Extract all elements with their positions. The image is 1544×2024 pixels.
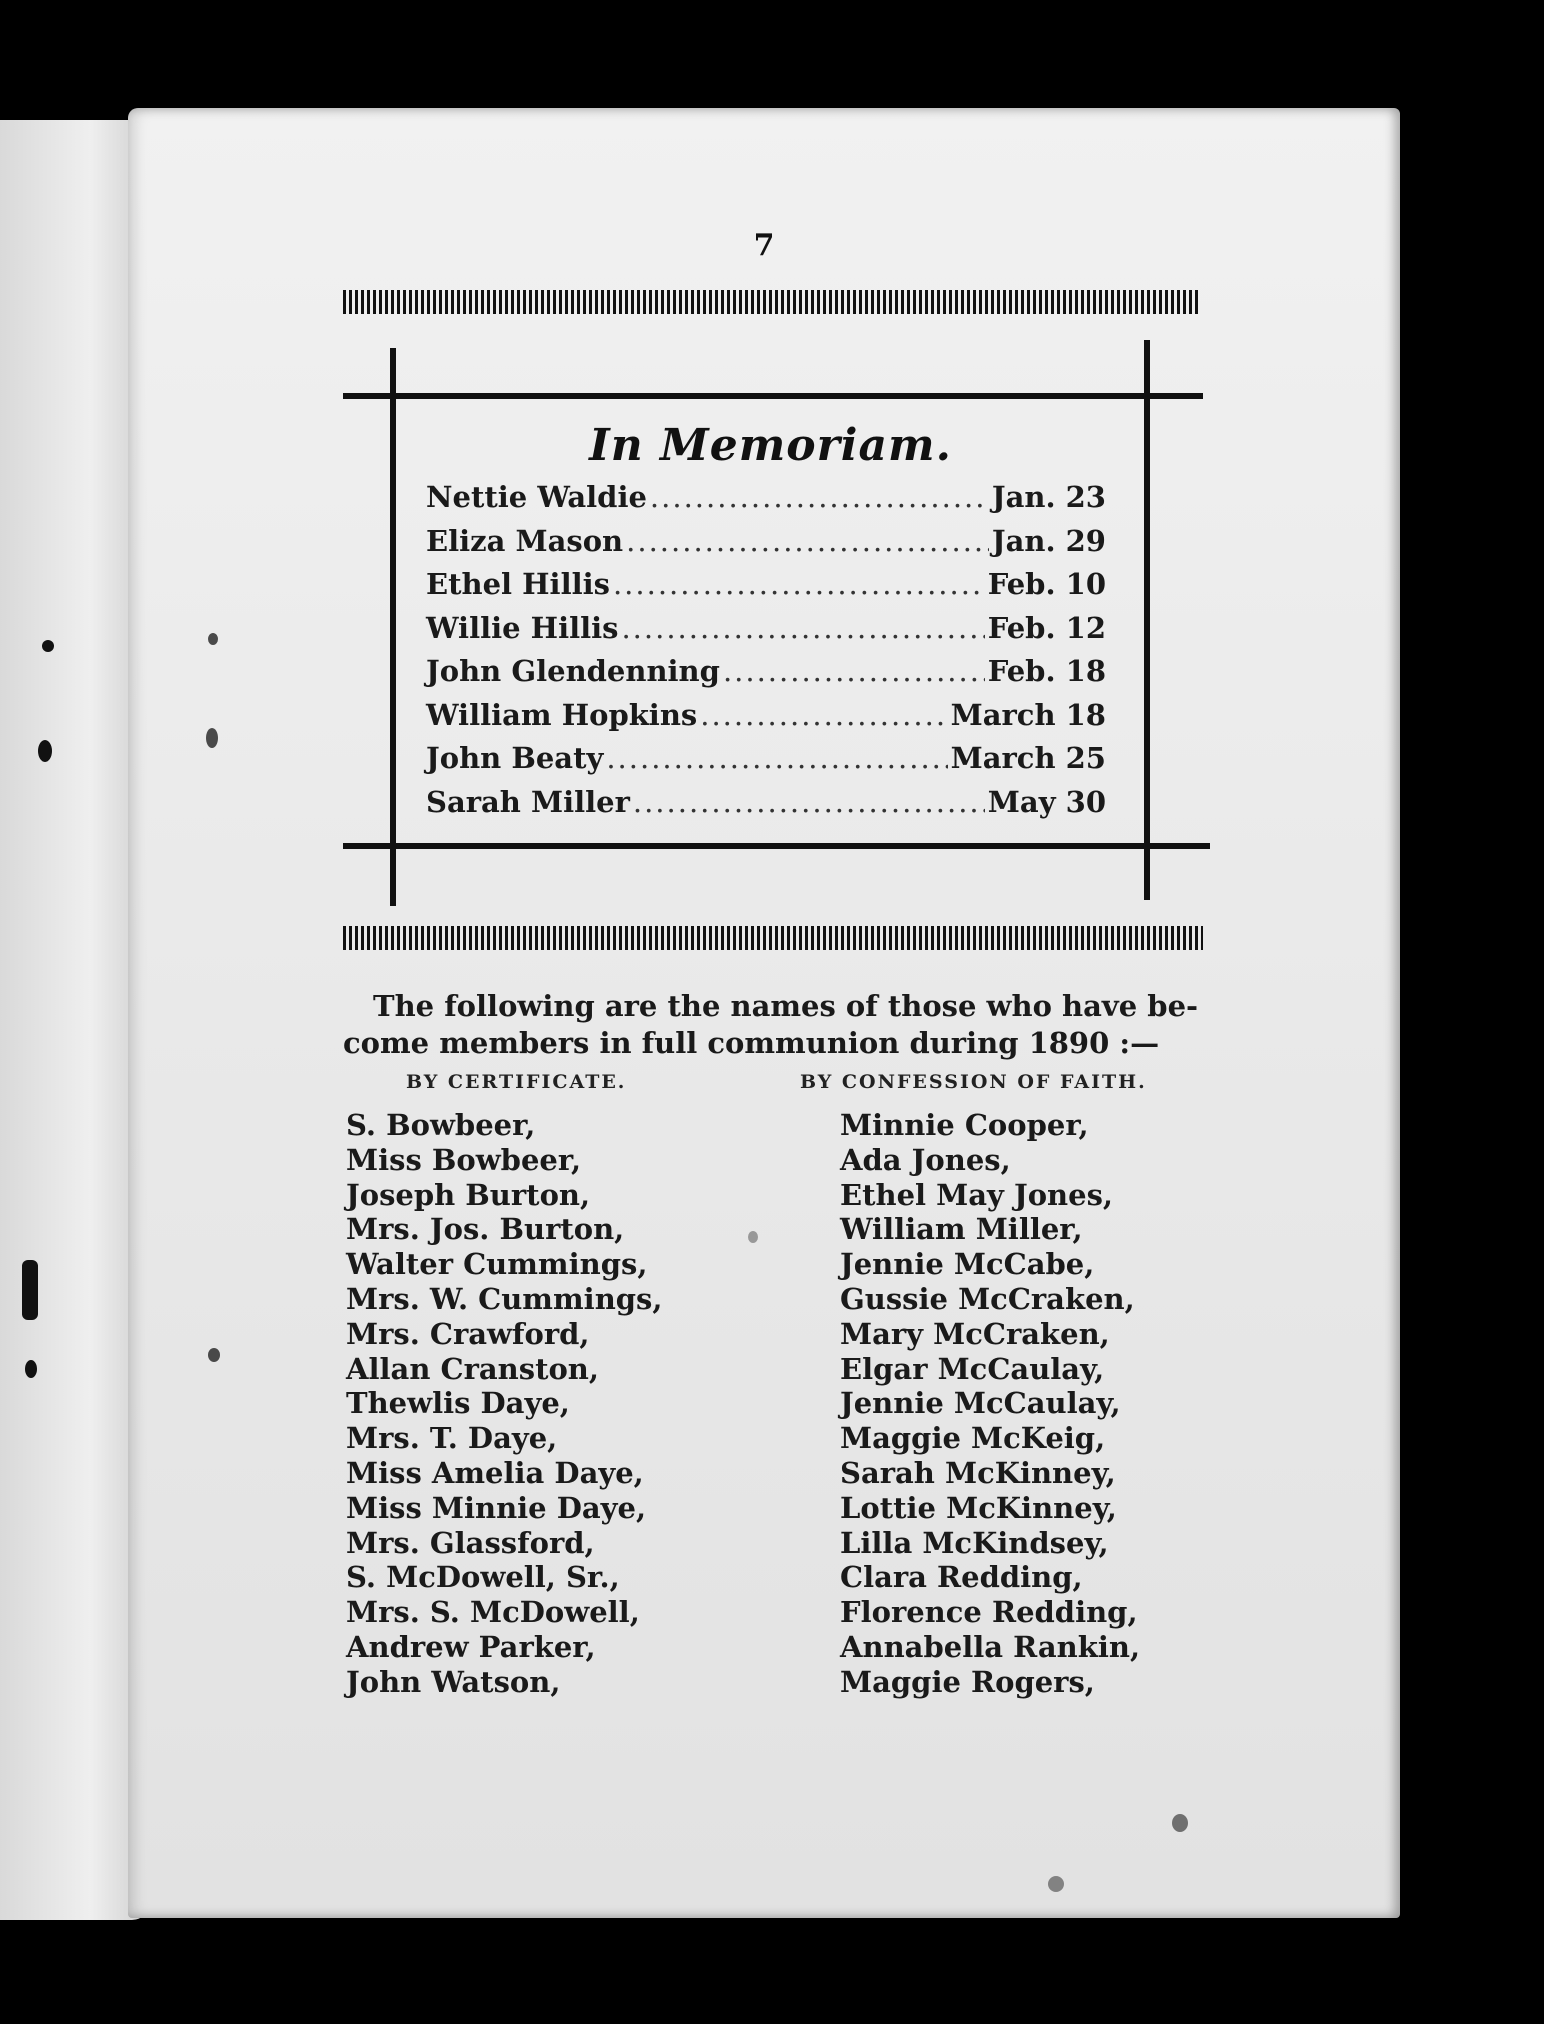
member-name: Andrew Parker, bbox=[346, 1629, 596, 1664]
memoriam-date: Feb. 18 bbox=[987, 654, 1106, 688]
memoriam-name: Sarah Miller bbox=[426, 784, 630, 819]
member-name: Maggie Rogers, bbox=[840, 1664, 1095, 1699]
memoriam-date: Feb. 10 bbox=[987, 567, 1106, 601]
member-name: Lottie McKinney, bbox=[840, 1490, 1117, 1525]
member-name: Minnie Cooper, bbox=[840, 1108, 1089, 1142]
confession-heading: BY CONFESSION OF FAITH. bbox=[800, 1071, 1147, 1093]
member-name: S. McDowell, Sr., bbox=[346, 1560, 620, 1595]
memoriam-frame-top bbox=[343, 393, 1203, 399]
memoriam-date: March 18 bbox=[950, 697, 1106, 732]
bottom-ornamental-rule bbox=[343, 926, 1203, 950]
memoriam-name: John Glendenning bbox=[426, 654, 720, 688]
member-name: Ethel May Jones, bbox=[840, 1177, 1114, 1212]
member-name: Sarah McKinney, bbox=[840, 1455, 1116, 1490]
intro-line-1: The following are the names of those who have be- bbox=[373, 989, 1199, 1023]
memoriam-entry bbox=[426, 524, 1106, 568]
member-name: Thewlis Daye, bbox=[346, 1386, 570, 1421]
member-name: William Miller, bbox=[840, 1212, 1083, 1247]
member-name: Mrs. Crawford, bbox=[346, 1316, 590, 1351]
memoriam-name: John Beaty bbox=[426, 741, 604, 775]
member-name: Elgar McCaulay, bbox=[840, 1351, 1105, 1386]
certificate-names bbox=[346, 1108, 662, 1700]
member-name: Annabella Rankin, bbox=[840, 1629, 1141, 1664]
member-name: S. Bowbeer, bbox=[346, 1108, 536, 1142]
memoriam-entry bbox=[426, 654, 1106, 698]
member-name: Walter Cummings, bbox=[346, 1247, 648, 1282]
intro-line-2: come members in full communion during 1890 :— bbox=[343, 1026, 1160, 1060]
memoriam-name: Nettie Waldie bbox=[426, 480, 647, 514]
book-page bbox=[128, 108, 1400, 1918]
member-name: Jennie McCaulay, bbox=[840, 1386, 1121, 1421]
member-name: Allan Cranston, bbox=[346, 1351, 599, 1386]
top-ornamental-rule bbox=[343, 290, 1198, 314]
member-name: Miss Bowbeer, bbox=[346, 1142, 582, 1177]
member-name: Clara Redding, bbox=[840, 1560, 1083, 1595]
member-name: Gussie McCraken, bbox=[840, 1281, 1135, 1316]
confession-names bbox=[840, 1108, 1140, 1700]
memoriam-entry bbox=[426, 741, 1106, 785]
memoriam-entry bbox=[426, 567, 1106, 611]
memoriam-name: William Hopkins bbox=[426, 697, 698, 732]
memoriam-entry bbox=[426, 785, 1106, 829]
memoriam-entry bbox=[426, 611, 1106, 655]
member-name: Jennie McCabe, bbox=[840, 1247, 1095, 1282]
member-name: Joseph Burton, bbox=[346, 1177, 591, 1212]
memoriam-date: Feb. 12 bbox=[987, 610, 1106, 645]
member-name: Mrs. W. Cummings, bbox=[346, 1281, 663, 1316]
memoriam-list bbox=[426, 480, 1106, 828]
member-name: Florence Redding, bbox=[840, 1595, 1138, 1630]
member-name: Miss Amelia Daye, bbox=[346, 1455, 644, 1490]
memoriam-frame-bottom bbox=[343, 843, 1210, 849]
member-name: Mary McCraken, bbox=[840, 1316, 1110, 1351]
member-name: Mrs. T. Daye, bbox=[346, 1421, 558, 1456]
memoriam-entry bbox=[426, 698, 1106, 742]
memoriam-entry bbox=[426, 480, 1106, 524]
memoriam-name: Ethel Hillis bbox=[426, 567, 610, 601]
members-intro bbox=[343, 988, 1203, 1062]
certificate-heading: BY CERTIFICATE. bbox=[406, 1071, 627, 1093]
memoriam-name: Willie Hillis bbox=[426, 610, 619, 645]
member-name: Lilla McKindsey, bbox=[840, 1525, 1109, 1560]
memoriam-date: March 25 bbox=[950, 741, 1106, 775]
memoriam-title: In Memoriam. bbox=[589, 420, 952, 471]
member-name: Ada Jones, bbox=[840, 1142, 1011, 1177]
memoriam-date: Jan. 23 bbox=[991, 480, 1106, 514]
memoriam-name: Eliza Mason bbox=[426, 523, 624, 558]
memoriam-date: May 30 bbox=[987, 784, 1106, 819]
memoriam-date: Jan. 29 bbox=[991, 523, 1106, 558]
member-name: John Watson, bbox=[346, 1664, 561, 1699]
member-name: Mrs. S. McDowell, bbox=[346, 1595, 640, 1630]
member-name: Mrs. Jos. Burton, bbox=[346, 1212, 625, 1247]
member-name: Miss Minnie Daye, bbox=[346, 1490, 647, 1525]
member-name: Mrs. Glassford, bbox=[346, 1525, 595, 1560]
page-number: 7 bbox=[753, 228, 775, 263]
member-name: Maggie McKeig, bbox=[840, 1421, 1106, 1456]
